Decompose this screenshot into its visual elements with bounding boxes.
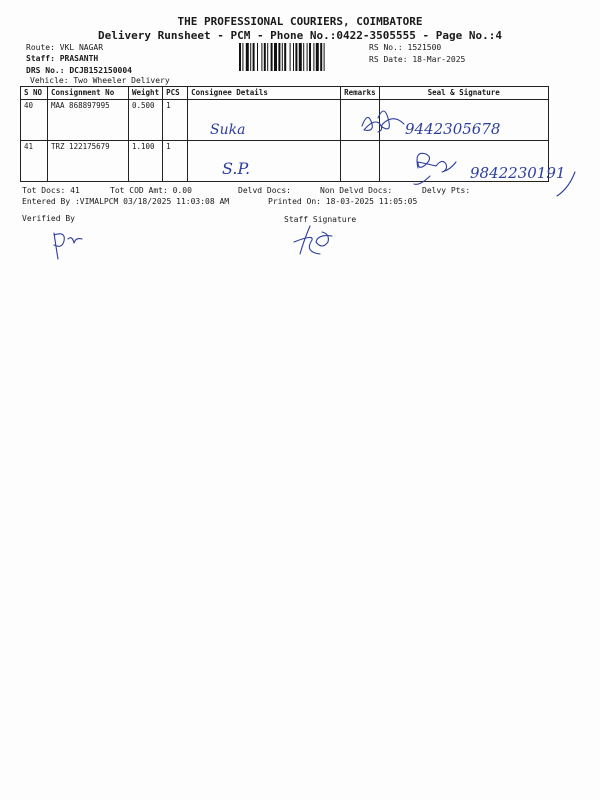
handwritten-consignee-40: Suka: [210, 122, 246, 138]
drs-number: DRS No.: DCJB152150004: [26, 66, 132, 75]
col-weight: Weight: [129, 87, 163, 100]
col-pcs: PCS: [163, 87, 188, 100]
col-consignment: Consignment No: [48, 87, 129, 100]
company-name: THE PROFESSIONAL COURIERS, COIMBATORE: [177, 15, 423, 28]
staff-signature-label: Staff Signature: [284, 215, 357, 224]
row-consignment: MAA 868897995: [48, 100, 129, 141]
verifier-signature: [40, 225, 100, 265]
non-delvd-docs: Non Delvd Docs:: [320, 186, 393, 195]
handwritten-phone-40: 9442305678: [405, 120, 501, 138]
rs-date: RS Date: 18-Mar-2025: [369, 55, 466, 64]
entered-by: Entered By :VIMALPCM 03/18/2025 11:03:08 AM: [22, 197, 230, 206]
staff: Staff: PRASANTH: [26, 54, 99, 63]
col-sno: S NO: [21, 87, 48, 100]
row-pcs: 1: [163, 100, 188, 141]
runsheet-subtitle: Delivery Runsheet - PCM - Phone No.:0422-3505555 - Page No.:4: [98, 29, 502, 42]
signature-scribble-40: [362, 111, 404, 132]
col-consignee: Consignee Details: [188, 87, 341, 100]
signature-scribble-41: [414, 153, 456, 184]
delvd-docs: Delvd Docs:: [238, 186, 291, 195]
col-remarks: Remarks: [341, 87, 380, 100]
handwritten-consignee-41: S.P.: [222, 159, 251, 178]
row-sno: 41: [21, 141, 48, 182]
col-seal-signature: Seal & Signature: [379, 87, 548, 100]
printed-on: Printed On: 18-03-2025 11:05:05: [268, 197, 418, 206]
tot-cod-amt: Tot COD Amt: 0.00: [110, 186, 192, 195]
verified-by-label: Verified By: [22, 214, 75, 223]
vehicle: Vehicle: Two Wheeler Delivery: [30, 76, 170, 85]
row-pcs: 1: [163, 141, 188, 182]
delvy-pts: Delvy Pts:: [422, 186, 471, 195]
row-weight: 0.500: [129, 100, 163, 141]
tot-docs: Tot Docs: 41: [22, 186, 80, 195]
row-sno: 40: [21, 100, 48, 141]
staff-signature-mark: [290, 222, 360, 262]
route: Route: VKL NAGAR: [26, 43, 104, 52]
row-consignment: TRZ 122175679: [48, 141, 129, 182]
rs-number: RS No.: 1521500: [369, 43, 442, 52]
handwritten-phone-41: 9842230191: [470, 164, 566, 182]
row-weight: 1.100: [129, 141, 163, 182]
